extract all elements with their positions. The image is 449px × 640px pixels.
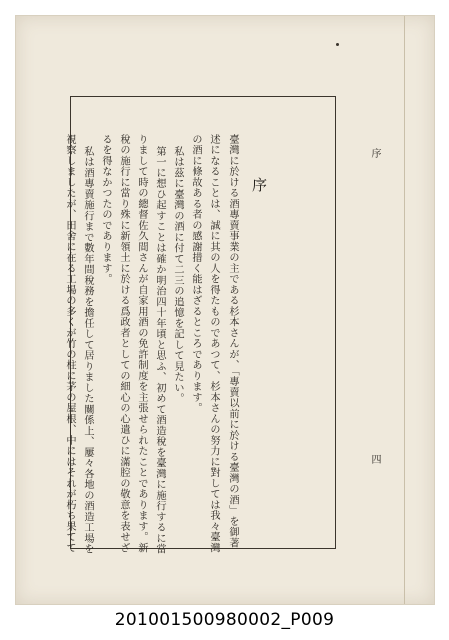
body-column-6: りまして時の總督佐久間さんが自家用酒の免許制度を主張せられたことであります。新 [136, 134, 147, 554]
body-column-7: 稅の施行に當り殊に新領土に於ける爲政者としての細心の心遣ひに滿腔の敬意を表せざ [118, 134, 129, 554]
body-column-5: 第一に想ひ起すことは確か明治四十年頃と思ふ、初めて酒造稅を臺灣に施行するに當 [154, 146, 165, 555]
image-caption: 201001500980002_P009 [114, 610, 335, 630]
body-column-10: 視察しましたが、田舍に在る工場の多くが竹の柱に茅の屋根、中にはそれが朽ち果てて [64, 134, 75, 554]
body-column-9: 私は酒專賣施行まで數年間稅務を擔任して居りました關係上、屢々各地の酒造工場を [82, 146, 93, 555]
body-column-1: 臺灣に於ける酒專賣事業の主である杉本さんが、「專賣以前に於ける臺灣の酒」を御著 [227, 134, 238, 549]
page-number: 四 [369, 454, 380, 464]
body-column-4: 私は茲に臺灣の酒に付て二三の追憶を記して見たい。 [172, 146, 183, 404]
page-edge-line [404, 16, 405, 604]
page-mark [336, 43, 339, 46]
body-column-8: るを得なかつたのであります。 [100, 134, 111, 285]
preface-title: 序 [250, 177, 268, 193]
body-column-2: 述になることは、誠に其の人を得たものであつて、杉本さんの努力に對しては我々臺灣 [208, 134, 219, 554]
running-head: 序 [369, 148, 380, 158]
body-column-3: の酒に條故ある者の感謝措く能はざるところであります。 [190, 134, 201, 414]
